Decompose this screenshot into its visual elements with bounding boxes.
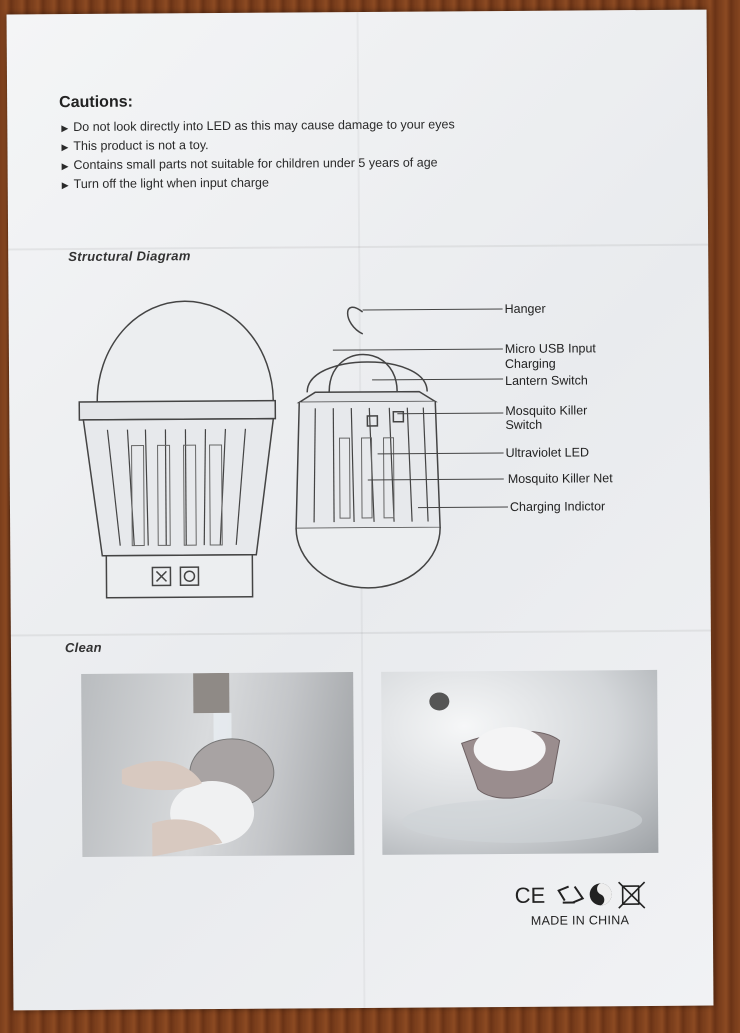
- structural-diagram: [66, 280, 708, 624]
- caution-item: ▶ Do not look directly into LED as this may cause damage to your eyes: [61, 117, 455, 134]
- weee-bin-icon: [619, 882, 645, 908]
- label-mosquito-killer-net: Mosquito Killer Net: [507, 471, 613, 486]
- green-dot-icon: [590, 883, 612, 905]
- recycle-icon: [559, 886, 583, 902]
- clean-title: Clean: [64, 639, 102, 656]
- label-mosquito-killer-switch-line2: Switch: [505, 417, 543, 432]
- caution-item: ▶ Contains small parts not suitable for children under 5 years of age: [61, 155, 438, 172]
- label-mosquito-killer-switch: Mosquito Killer: [505, 403, 588, 418]
- caution-item: ▶ This product is not a toy.: [61, 138, 209, 153]
- label-micro-usb-line2: Charging: [504, 356, 556, 371]
- label-ultraviolet-led: Ultraviolet LED: [505, 445, 590, 460]
- caution-item: ▶ Turn off the light when input charge: [61, 175, 269, 191]
- certification-marks: [513, 878, 653, 911]
- instruction-sheet: [7, 10, 714, 1011]
- label-charging-indicator: Charging Indictor: [509, 499, 606, 514]
- made-in-label: MADE IN CHINA: [530, 913, 630, 928]
- photo-left-illustration: [81, 672, 354, 857]
- structural-diagram-title: Structural Diagram: [68, 248, 191, 265]
- cautions-title: Cautions:: [59, 93, 133, 112]
- photo-lantern-in-water: [381, 670, 658, 855]
- bullet-arrow-icon: ▶: [61, 180, 69, 191]
- label-micro-usb: Micro USB Input: [504, 341, 596, 356]
- bullet-arrow-icon: ▶: [61, 123, 69, 134]
- label-lantern-switch: Lantern Switch: [505, 373, 588, 388]
- ce-mark: CE: [514, 882, 546, 908]
- hanger-hook: [348, 307, 363, 334]
- bullet-arrow-icon: ▶: [61, 142, 69, 153]
- lantern-front-view: [79, 301, 277, 598]
- label-hanger: Hanger: [504, 301, 546, 316]
- lantern-angled-view: [295, 307, 441, 589]
- photo-rinsing-lantern: [81, 672, 354, 857]
- photo-right-illustration: [381, 670, 658, 855]
- cautions-list: [61, 115, 455, 194]
- bullet-arrow-icon: ▶: [61, 161, 69, 172]
